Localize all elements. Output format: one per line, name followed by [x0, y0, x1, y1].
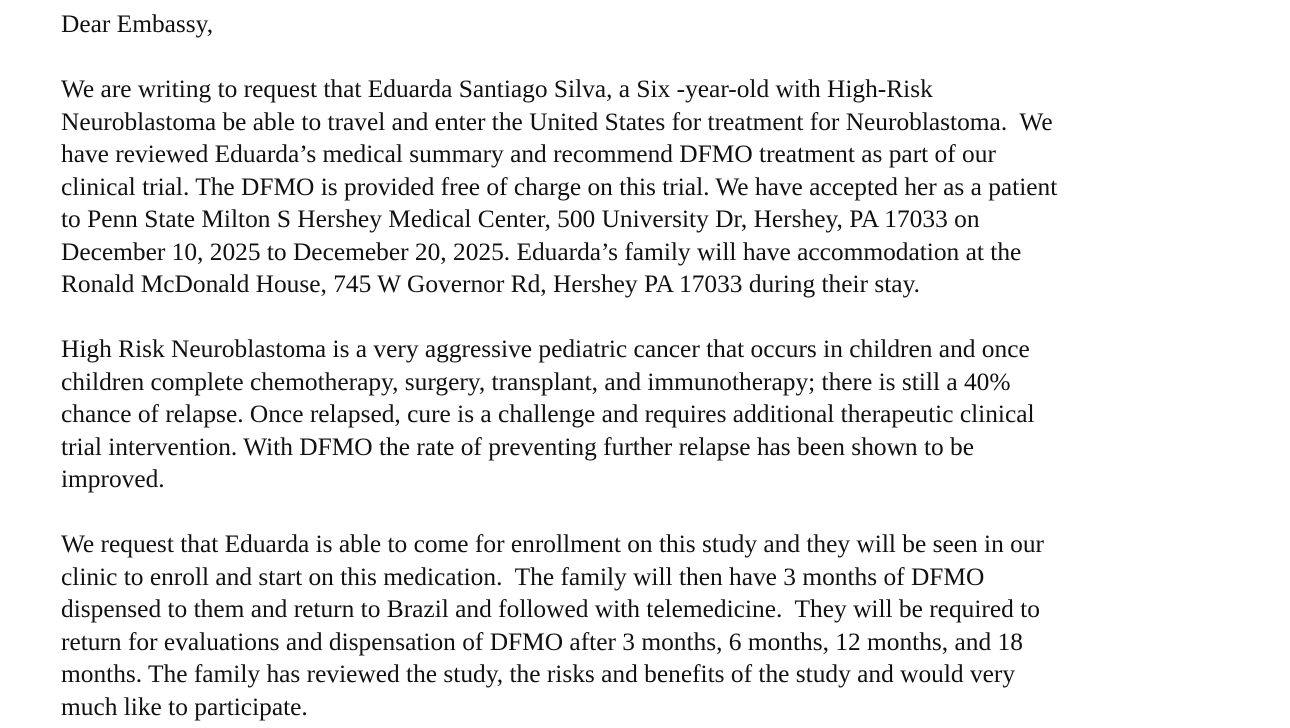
- text-line: Ronald McDonald House, 745 W Governor Rd, Hershey PA 17033 during their stay.: [61, 270, 920, 298]
- letter-body: [61, 8, 1261, 723]
- text-line: We request that Eduarda is able to come for enrollment on this study and they will be seen in our: [61, 530, 1044, 558]
- text-line: clinical trial. The DFMO is provided free of charge on this trial. We have accepted her as a patient: [61, 172, 1058, 201]
- text-line: children complete chemotherapy, surgery, transplant, and immunotherapy; there is still a 40%: [61, 367, 1011, 396]
- text-line: improved.: [61, 465, 165, 493]
- text-line: We are writing to request that Eduarda Santiago Silva, a Six -year-old with High-Risk: [61, 75, 933, 103]
- text-line: much like to participate.: [61, 692, 308, 721]
- text-line: Neuroblastoma be able to travel and enter the United States for treatment for Neuroblastoma. We: [61, 107, 1053, 136]
- text-line: have reviewed Eduarda’s medical summary and recommend DFMO treatment as part of our: [61, 140, 996, 168]
- paragraph-travel-request: [61, 73, 1261, 301]
- text-line: trial intervention. With DFMO the rate of preventing further relapse has been shown to be: [61, 432, 975, 461]
- text-line: dispensed to them and return to Brazil and followed with telemedicine. They will be required to: [61, 595, 1040, 623]
- text-line: months. The family has reviewed the study, the risks and benefits of the study and would very: [61, 660, 1016, 688]
- text-line: return for evaluations and dispensation of DFMO after 3 months, 6 months, 12 months, and 18: [61, 627, 1023, 656]
- paragraph-enrollment-plan: [61, 528, 1261, 723]
- text-line: High Risk Neuroblastoma is a very aggressive pediatric cancer that occurs in children and once: [61, 335, 1030, 363]
- text-line: clinic to enroll and start on this medication. The family will then have 3 months of DFMO: [61, 562, 985, 591]
- salutation: Dear Embassy,: [61, 10, 214, 38]
- text-line: December 10, 2025 to Decemeber 20, 2025. Eduarda’s family will have accommodation at the: [61, 237, 1022, 266]
- paragraph-disease-background: [61, 333, 1261, 496]
- text-line: chance of relapse. Once relapsed, cure is a challenge and requires additional therapeutic clinical: [61, 400, 1035, 428]
- text-line: to Penn State Milton S Hershey Medical Center, 500 University Dr, Hershey, PA 17033 on: [61, 205, 980, 233]
